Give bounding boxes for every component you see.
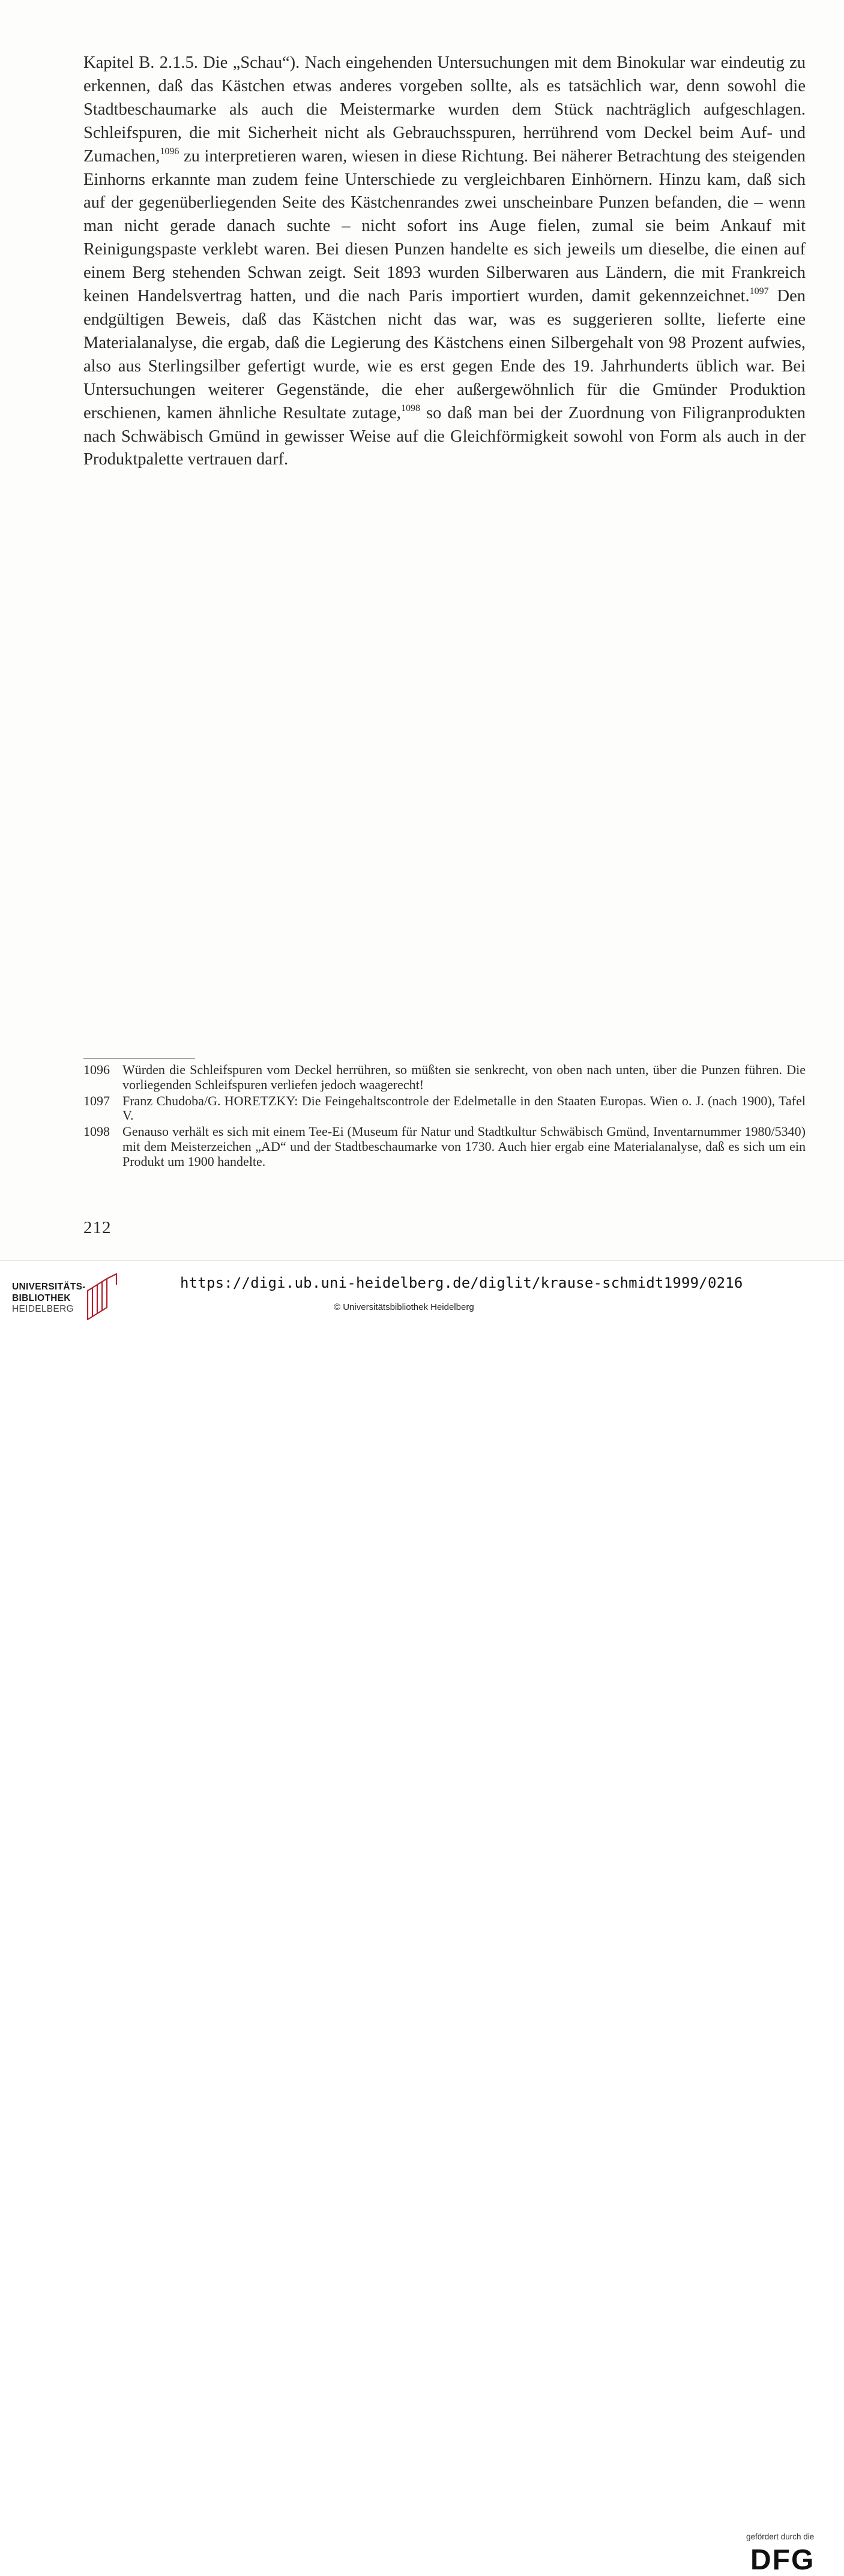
footnote-ref-1097[interactable]: 1097 bbox=[749, 286, 769, 297]
footnote-number: 1096 bbox=[83, 1062, 110, 1077]
library-name bbox=[12, 1282, 86, 1315]
body-text-part-1: Kapitel B. 2.1.5. Die „Schau“). Nach eingehenden Untersuchungen mit dem Binokular war eindeutig zu erkennen, daß das Kästchen etwas anderes vorgeben sollte, als es tatsächlich war, denn sowohl die Stadtbeschaumarke als auch die Meistermarke wurden dem Stück nachträglich aufgeschlagen. Schleifspuren, die mit Sicherheit nicht als Gebrauchsspuren, herrührend vom Deckel beim Auf- und Zumachen, bbox=[83, 53, 806, 166]
permalink-url[interactable]: https://digi.ub.uni-heidelberg.de/diglit/krause-schmidt1999/0216 bbox=[180, 1274, 743, 1291]
library-name-line-3: HEIDELBERG bbox=[12, 1304, 74, 1314]
viewer-footer bbox=[0, 1260, 844, 2576]
footnote-ref-1098[interactable]: 1098 bbox=[401, 403, 421, 413]
library-name-line-1: UNIVERSITÄTS- bbox=[12, 1282, 86, 1292]
scanned-page bbox=[0, 0, 844, 1260]
footnote-ref-1096[interactable]: 1096 bbox=[160, 146, 179, 157]
body-text-part-3: Den endgültigen Beweis, daß das Kästchen nicht das war, was es suggerieren sollte, lieferte eine Materialanalyse, die ergab, daß die Legierung des Kästchens einen Silbergehalt von 98 Prozent aufwies, also aus Sterlingsilber gefertigt wurde, wie es erst gegen Ende des 19. Jahrhunderts üblich war. Bei Untersuchungen weiterer Gegenstände, die eher außergewöhnlich für die Gmünder Produktion erschienen, kamen ähnliche Resultate zutage, bbox=[83, 287, 806, 422]
footnote-1097 bbox=[83, 1094, 806, 1124]
dfg-logo[interactable]: DFG bbox=[750, 2544, 815, 2576]
copyright-notice: © Universitätsbibliothek Heidelberg bbox=[334, 1302, 474, 1312]
body-text-part-2: zu interpretieren waren, wiesen in diese Richtung. Bei näherer Betrachtung des steigenden Einhorns erkannte man zudem feine Unterschiede zu vergleichbaren Einhörnern. Hinzu kam, daß sich auf der gegenüberliegenden Seite des Kästchenrandes zwei unscheinbare Punzen befanden, die – wenn man nicht gerade danach suchte – nicht sofort ins Auge fielen, zumal sie beim Ankauf mit Reinigungspaste verklebt waren. Bei diesen Punzen handelte es sich jeweils um dieselbe, die einen auf einem Berg stehenden Schwan zeigt. Seit 1893 wurden Silberwaren aus Ländern, die mit Frankreich keinen Handelsvertrag hatten, und die nach Paris importiert wurden, damit gekennzeichnet. bbox=[83, 146, 806, 306]
footnote-text: Genauso verhält es sich mit einem Tee-Ei (Museum für Natur und Stadtkultur Schwäbisch Gmünd, Inventarnummer 1980/5340) mit dem Meisterzeichen „AD“ und der Stadtbeschaumarke von 1730. Auch hier ergab eine Materialanalyse, daß es sich um ein Produkt um 1900 handelte. bbox=[122, 1124, 806, 1169]
footnotes bbox=[83, 1063, 806, 1171]
body-text bbox=[83, 52, 806, 472]
body-text-part-4: so daß man bei der Zuordnung von Filigranprodukten nach Schwäbisch Gmünd in gewisser Weise auf die Gleichförmigkeit sowohl von Form als auch in der Produktpalette vertrauen darf. bbox=[83, 403, 806, 469]
library-emblem-icon bbox=[82, 1273, 130, 1321]
footnote-1098 bbox=[83, 1124, 806, 1169]
footnote-1096 bbox=[83, 1063, 806, 1093]
library-name-line-2: BIBLIOTHEK bbox=[12, 1293, 71, 1303]
footnote-text: Würden die Schleifspuren vom Deckel herrühren, so müßten sie senkrecht, von oben nach unten, über die Punzen führen. Die vorliegenden Schleifspuren verliefen jedoch waagerecht! bbox=[122, 1062, 806, 1092]
library-logo[interactable] bbox=[12, 1271, 156, 1320]
footnote-text: Franz Chudoba/G. HORETZKY: Die Feingehaltscontrole der Edelmetalle in den Staaten Europas. Wien o. J. (nach 1900), Tafel V. bbox=[122, 1093, 806, 1123]
page-number: 212 bbox=[83, 1218, 112, 1237]
footnote-number: 1098 bbox=[83, 1124, 110, 1139]
funding-caption: gefördert durch die bbox=[746, 2532, 815, 2541]
footnote-number: 1097 bbox=[83, 1093, 110, 1108]
